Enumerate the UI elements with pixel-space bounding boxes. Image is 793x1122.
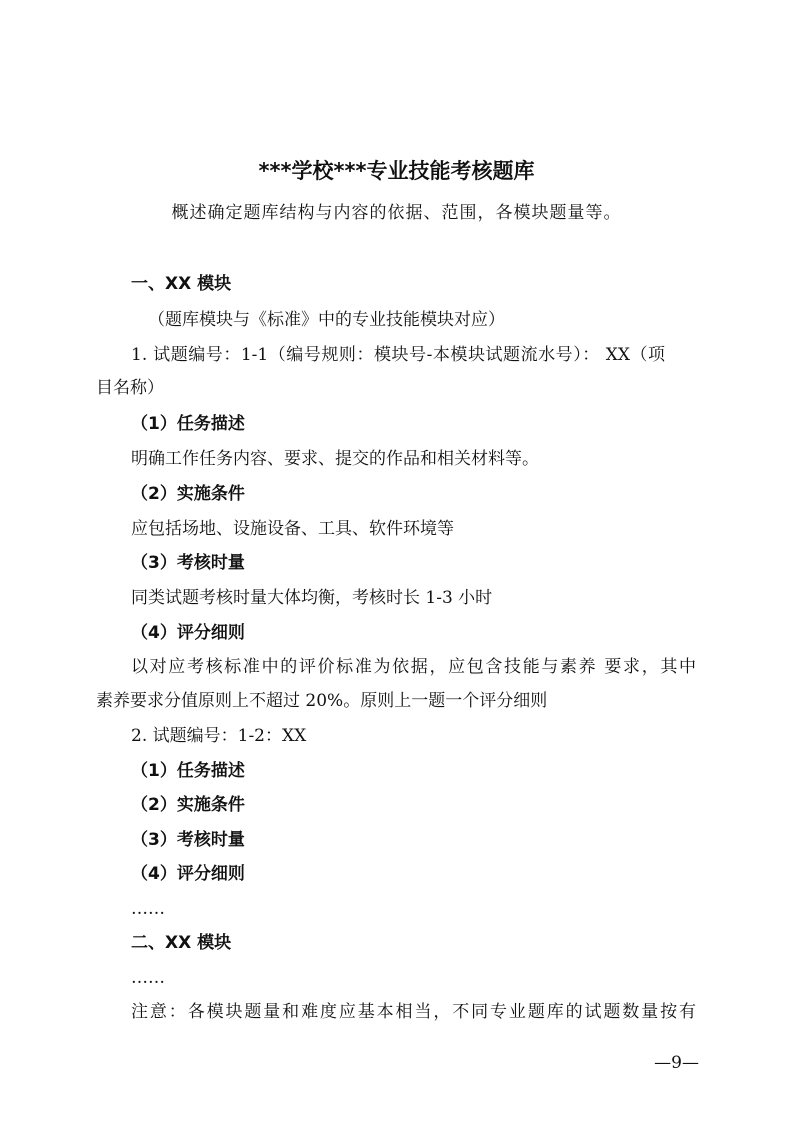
note-line: 注意：各模块题量和难度应基本相当，不同专业题库的试题数量按有 bbox=[131, 1002, 696, 1022]
item1-section2-text: 应包括场地、设施设备、工具、软件环境等 bbox=[131, 519, 454, 539]
item2-section4-label: （4）评分细则 bbox=[131, 864, 245, 884]
item1-section4-text2: 素养要求分值原则上不超过 20%。原则上一题一个评分细则 bbox=[96, 691, 548, 711]
item2-section2-label: （2）实施条件 bbox=[131, 795, 245, 815]
module1-note: （题库模块与《标准》中的专业技能模块对应） bbox=[148, 310, 505, 330]
module2-ellipsis: …… bbox=[131, 968, 165, 988]
item1-line1: 1. 试题编号：1-1（编号规则：模块号-本模块试题流水号）： XX（项 bbox=[131, 345, 665, 365]
document-subtitle: 概述确定题库结构与内容的依据、范围，各模块题量等。 bbox=[171, 203, 622, 223]
item1-section3-label: （3）考核时量 bbox=[131, 553, 245, 573]
item1-section1-text: 明确工作任务内容、要求、提交的作品和相关材料等。 bbox=[131, 449, 539, 469]
item1-line2: 目名称） bbox=[96, 378, 164, 398]
item2-section3-label: （3）考核时量 bbox=[131, 830, 245, 850]
page-number: —9— bbox=[654, 1053, 699, 1073]
item2-section1-label: （1）任务描述 bbox=[131, 761, 245, 781]
item1-section4-text1: 以对应考核标准中的评价标准为依据，应包含技能与素养 要求，其中 bbox=[131, 657, 696, 677]
module1-ellipsis: …… bbox=[131, 899, 165, 919]
item1-section2-label: （2）实施条件 bbox=[131, 484, 245, 504]
module1-heading: 一、XX 模块 bbox=[131, 274, 232, 294]
item2-line1: 2. 试题编号：1-2：XX bbox=[131, 726, 307, 746]
item1-section4-label: （4）评分细则 bbox=[131, 623, 245, 643]
module2-heading: 二、XX 模块 bbox=[131, 933, 232, 953]
item1-section1-label: （1）任务描述 bbox=[131, 414, 245, 434]
document-title: ***学校***专业技能考核题库 bbox=[258, 159, 535, 183]
item1-section3-text: 同类试题考核时量大体均衡，考核时长 1-3 小时 bbox=[131, 588, 493, 608]
